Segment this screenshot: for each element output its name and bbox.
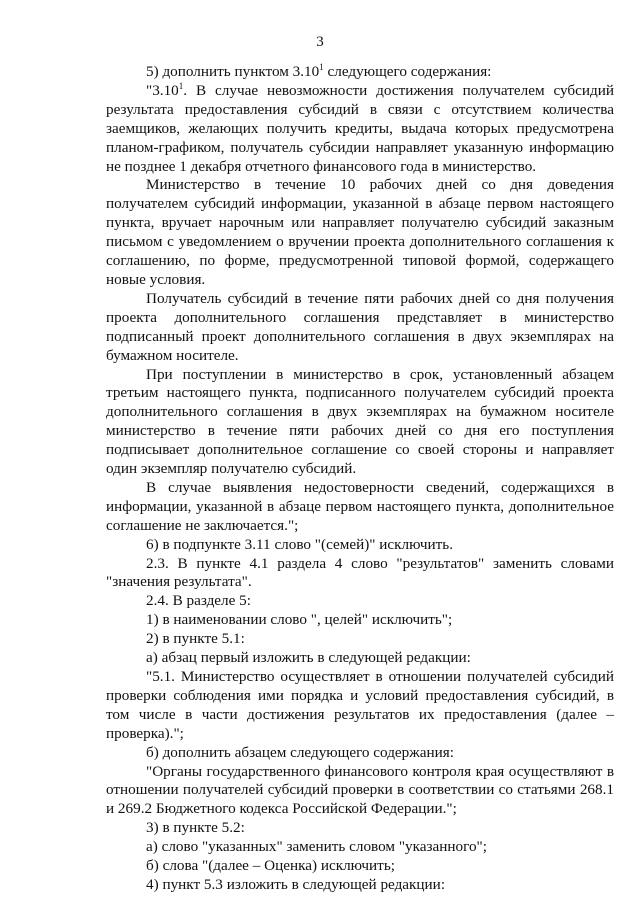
paragraph-17: а) слово "указанных" заменить словом "указанного";	[146, 838, 487, 856]
paragraph-11: 2) в пункте 5.1:	[146, 630, 245, 648]
paragraph-10: 1) в наименовании слово ", целей" исключить";	[146, 611, 453, 629]
paragraph-7: 6) в подпункте 3.11 слово "(семей)" исключить.	[146, 535, 453, 553]
paragraph-13: "5.1. Министерство осуществляет в отношении получателей субсидий проверки соблюдения ими порядка и условий предоставления субсидий, в том числе в части достижения результатов их предоставления (далее – проверка).";	[106, 668, 614, 742]
paragraph-1-text: 5) дополнить пунктом 3.10	[146, 63, 320, 80]
paragraph-19: 4) пункт 5.3 изложить в следующей редакции:	[146, 875, 446, 893]
paragraph-1	[106, 63, 614, 82]
paragraph-1-text-end: следующего содержания:	[323, 63, 492, 80]
paragraph-12: а) абзац первый изложить в следующей редакции:	[146, 649, 471, 667]
paragraph-9: 2.4. В разделе 5:	[146, 592, 251, 610]
paragraph-8: 2.3. В пункте 4.1 раздела 4 слово "результатов" заменить словами "значения результата".	[106, 554, 614, 591]
paragraph-5: При поступлении в министерство в срок, установленный абзацем третьим настоящего пункта, подписанного получателем субсидий проекта дополнительного соглашения в двух экземплярах на бумажном носителе министерство в течение пяти рабочих дней со дня его поступления подписывает дополнительное соглашение со своей стороны и направляет один экземпляр получателю субсидий.	[106, 365, 614, 478]
paragraph-4: Получатель субсидий в течение пяти рабочих дней со дня получения проекта дополнительного соглашения представляет в министерство подписанный проект дополнительного соглашения в двух экземплярах на бумажном носителе.	[106, 289, 614, 364]
paragraph-3: Министерство в течение 10 рабочих дней со дня доведения получателем субсидий информации, указанной в абзаце первом настоящего пункта, вручает нарочным или направляет получателю субсидий заказным письмом с уведомлением о вручении проекта дополнительного соглашения к соглашению, по форме, предусмотренной типовой формой, содержащего новые условия.	[106, 176, 614, 288]
superscript: 1	[178, 80, 184, 91]
page-number: 3	[316, 34, 324, 50]
paragraph-2-text: "3.10	[146, 81, 179, 99]
paragraph-16: 3) в пункте 5.2:	[146, 819, 245, 837]
paragraph-2	[106, 82, 614, 177]
paragraph-2-text-end: . В случае невозможности достижения получателем субсидий результата предоставления субсидий в связи с отсутствием количества заемщиков, желающих получить кредиты, выдача которых предусмотрена планом-графиком, получатель субсидии направляет указанную информацию не позднее 1 декабря отчетного финансового года в министерство.	[106, 81, 614, 175]
paragraph-15: "Органы государственного финансового контроля края осуществляют в отношении получателей субсидий проверки в соответствии со статьями 268.1 и 269.2 Бюджетного кодекса Российской Федерации.";	[106, 762, 614, 818]
document-body	[106, 63, 614, 895]
paragraph-14: б) дополнить абзацем следующего содержания:	[146, 743, 454, 761]
superscript: 1	[319, 62, 324, 72]
paragraph-6: В случае выявления недостоверности сведений, содержащихся в информации, указанной в абзаце первом настоящего пункта, дополнительное соглашение не заключается.";	[106, 478, 614, 534]
paragraph-18: б) слова "(далее – Оценка) исключить;	[146, 857, 395, 875]
